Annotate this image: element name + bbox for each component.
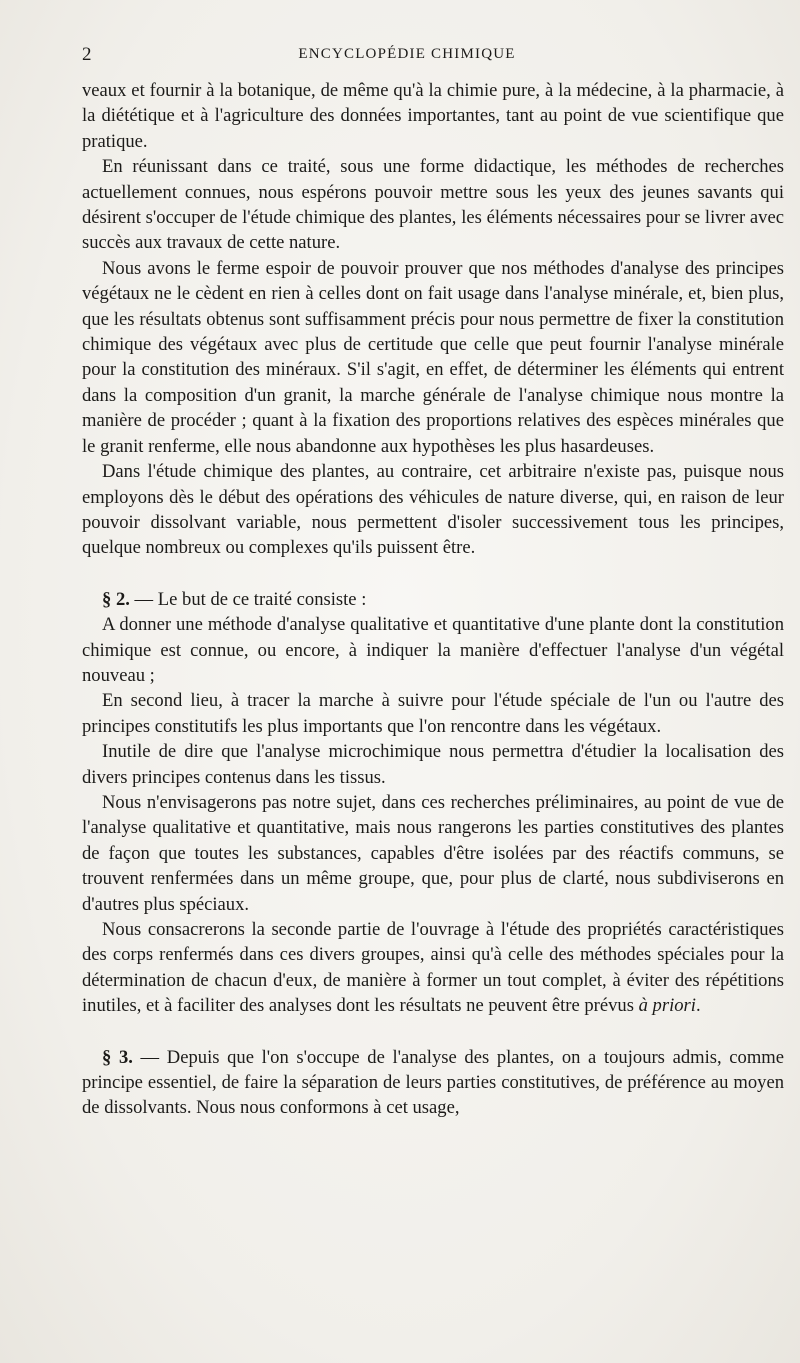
page-number: 2 — [82, 44, 92, 65]
section-3 — [82, 1045, 784, 1121]
body-text — [82, 78, 784, 1121]
paragraph: En réunissant dans ce traité, sous une forme didactique, les méthodes de recherches actuellement connues, nous espérons pouvoir mettre sous les yeux des jeunes savants qui désirent s'occuper de l'étude chimique des plantes, les éléments nécessaires pour se livrer avec succès aux travaux de cette nature. — [82, 156, 784, 254]
running-title: ENCYCLOPÉDIE CHIMIQUE — [298, 46, 516, 62]
paragraph-text: Nous consacrerons la seconde partie de l'ouvrage à l'étude des propriétés caractéristiques des corps renfermés dans ces divers groupes, ainsi qu'à celle des méthodes spéciales pour la détermination de chacun d'eux, de manière à former un tout complet, à éviter des répétitions inutiles, et à faciliter des analyses dont les résultats ne peuvent être prévus — [82, 919, 784, 1017]
italic-phrase: à priori — [638, 995, 696, 1017]
paragraph-end: . — [695, 995, 701, 1017]
paragraph: veaux et fournir à la botanique, de même qu'à la chimie pure, à la médecine, à la pharmacie, à la diététique et à l'agriculture des données importantes, tant au point de vue scientifique que pratique. — [82, 80, 784, 152]
paragraph: Dans l'étude chimique des plantes, au contraire, cet arbitraire n'existe pas, puisque nous employons dès le début des opérations des véhicules de nature diverse, qui, en raison de leur pouvoir dissolvant variable, nous permettent d'isoler successivement tous les principes, quelque nombreux ou complexes qu'ils puissent être. — [82, 461, 784, 559]
paragraph: A donner une méthode d'analyse qualitative et quantitative d'une plante dont la constitution chimique est connue, ou encore, à indiquer la manière d'effectuer l'analyse d'un végétal nouveau ; — [82, 614, 784, 686]
section-text: — Depuis que l'on s'occupe de l'analyse des plantes, on a toujours admis, comme principe essentiel, de faire la séparation de leurs parties constitutives, de préférence au moyen de dissolvants. Nous nous conformons à cet usage, — [82, 1046, 785, 1119]
paragraph: En second lieu, à tracer la marche à suivre pour l'étude spéciale de l'un ou l'autre des principes constitutifs les plus importants que l'on rencontre dans les végétaux. — [82, 690, 784, 737]
section-number: § 2. — [102, 588, 130, 610]
section-number: § 3. — [102, 1046, 133, 1068]
section-intro: — Le but de ce traité consiste : — [129, 588, 367, 610]
paragraph: Nous n'envisagerons pas notre sujet, dans ces recherches préliminaires, au point de vue de l'analyse qualitative et quantitative, mais nous rangerons les parties constitutives des plantes de façon que toutes les substances, capables d'être isolées par des réactifs communs, se trouvent renfermées dans un même groupe, que, pour plus de clarté, nous subdiviserons en d'autres plus spéciaux. — [82, 791, 784, 915]
page-header — [82, 44, 782, 68]
paragraph: Nous avons le ferme espoir de pouvoir prouver que nos méthodes d'analyse des principes végétaux ne le cèdent en rien à celles dont on fait usage dans l'analyse minérale, et, bien plus, que les résultats obtenus sont suffisamment précis pour nous permettre de fixer la constitution chimique des végétaux avec plus de certitude que celle que peut fournir l'analyse minérale pour la constitution des minéraux. S'il s'agit, en effet, de déterminer les éléments qui entrent dans la composition d'un granit, la marche générale de l'analyse chimique nous montre la manière de procéder ; quant à la fixation des proportions relatives des espèces minérales que le granit renferme, elle nous abandonne aux hypothèses les plus hasardeuses. — [82, 257, 784, 457]
section-2-heading — [82, 587, 784, 612]
paragraph — [82, 917, 784, 1019]
paragraph: Inutile de dire que l'analyse microchimique nous permettra d'étudier la localisation des divers principes contenus dans les tissus. — [82, 741, 784, 788]
